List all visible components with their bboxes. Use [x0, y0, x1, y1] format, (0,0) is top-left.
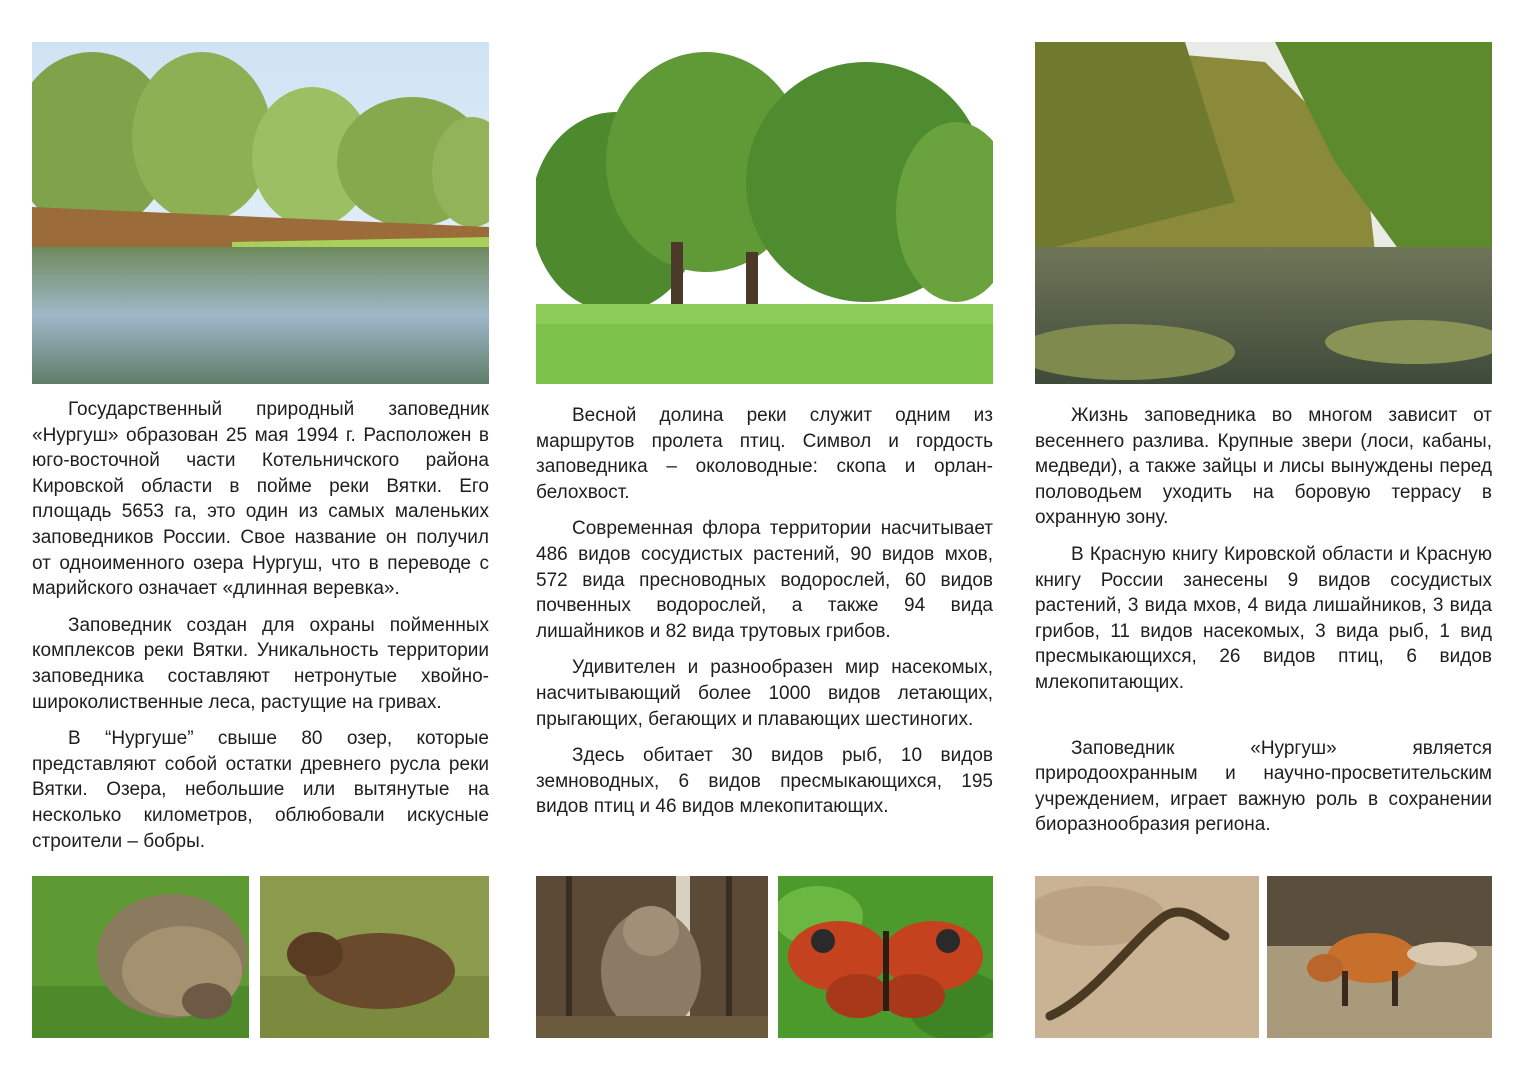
fox-photo [1267, 876, 1492, 1038]
beaver-photo [260, 876, 489, 1038]
paragraph-lakes: В “Нургуше” свыше 80 озер, которые представляют собой остатки древнего русла реки Вятки. Озера, небольшие или вытянутые на несколько километров, облюбовали искусные строители – бобры. [32, 728, 489, 852]
paragraph-insects: Удивителен и разнообразен мир насекомых, насчитывающий более 1000 видов летающих, прыгающих, бегающих и плавающих шестиногих. [536, 657, 993, 730]
lake-photo [1035, 42, 1492, 384]
river-photo [32, 42, 489, 384]
paragraph-red-book: В Красную книгу Кировской области и Красную книгу России занесены 9 видов сосудистых растений, 3 вида мхов, 4 вида лишайников, 3 вида грибов, 11 видов насекомых, 3 вида рыб, 1 вид пресмыкающихся, 26 видов птиц, 6 видов млекопитающих. [1035, 543, 1492, 693]
paragraph-fauna: Здесь обитает 30 видов рыб, 10 видов земноводных, 6 видов пресмыкающихся, 195 видов птиц и 46 видов млекопитающих. [536, 745, 993, 818]
hedgehog-photo [32, 876, 249, 1038]
butterfly-photo [778, 876, 993, 1038]
paragraph-purpose: Заповедник создан для охраны пойменных комплексов реки Вятки. Уникальность территории заповедника составляют нетронутые хвойно-широколиственные леса, растущие на гривах. [32, 614, 489, 713]
column-left [32, 397, 489, 865]
paragraph-flora: Современная флора территории насчитывает 486 видов сосудистых растений, 90 видов мхов, 572 вида пресноводных водорослей, 60 видов почвенных водорослей, а также 94 вида лишайников и 82 вида трутовых грибов. [536, 518, 993, 642]
paragraph-founding: Государственный природный заповедник «Нургуш» образован 25 мая 1994 г. Расположен в юго-восточной части Котельничского района Кировской области в пойме реки Вятки. Его площадь 5653 га, это один из самых маленьких заповедников России. Свое название он получил от одноименного озера Нургуш, что в переводе с марийского означает «длинная веревка». [32, 399, 489, 600]
paragraph-mission: Заповедник «Нургуш» является природоохранным и научно-просветительским учреждением, играет важную роль в сохранении биоразнообразия региона. [1035, 737, 1492, 836]
column-right [1035, 403, 1492, 849]
eagle-owl-photo [536, 876, 768, 1038]
slow-worm-photo [1035, 876, 1259, 1038]
column-middle [536, 403, 993, 831]
paragraph-flood: Жизнь заповедника во многом зависит от весеннего разлива. Крупные звери (лоси, кабаны, медведи), а также зайцы и лисы вынуждены перед половодьем уходить на боровую террасу в охранную зону. [1035, 405, 1492, 529]
meadow-photo [536, 42, 993, 384]
paragraph-birds: Весной долина реки служит одним из маршрутов пролета птиц. Символ и гордость заповедника – околоводные: скопа и орлан-белохвост. [536, 405, 993, 503]
